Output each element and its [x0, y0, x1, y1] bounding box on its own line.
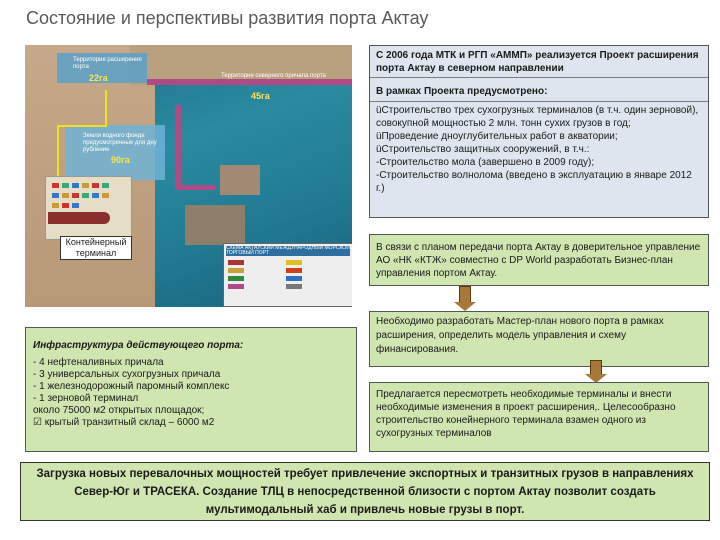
divider: [370, 77, 708, 78]
legend-swatch-6: [286, 268, 302, 273]
project-subhead: В рамках Проекта предусмотрено:: [376, 86, 548, 97]
map-connector-stub: [105, 90, 107, 125]
infrastructure-list: [33, 357, 353, 429]
legend-swatch-2: [228, 268, 244, 273]
map-yard: [185, 205, 245, 245]
legend-swatch-3: [228, 276, 244, 281]
infrastructure-item: - 1 железнодорожный паромный комплекс: [33, 381, 230, 392]
legend-swatch-8: [286, 284, 302, 289]
map-label-water-fund: Земли водного фонда предусмотренные для дну рубление: [83, 133, 157, 153]
project-item: üСтроительство защитных сооружений, в т.ч.:: [376, 144, 590, 155]
map-tag-expansion-area: 22га: [89, 73, 108, 83]
map-legend: [223, 243, 352, 307]
infrastructure-item: - 1 зерновой терминал: [33, 393, 139, 404]
project-box: [369, 45, 709, 218]
masterplan-box: Необходимо разработать Мастер-план нового порта в рамках расширения, определить модель управления и схему финансирования.: [369, 311, 709, 367]
flow-arrow-tip: [454, 302, 476, 311]
map-port-area: [220, 165, 260, 195]
map-pier-east: [175, 105, 181, 185]
container-terminal-illustration: [45, 176, 132, 240]
legend-swatch-4: [228, 284, 244, 289]
legend-swatch-5: [286, 260, 302, 265]
infrastructure-item: около 75000 м2 открытых площадок;: [33, 405, 205, 416]
legend-header: СХЕМА АКТАУСКИЙ МЕЖДУНАРОДНЫЙ МОРСКОЙ ТОРГОВЫЙ ПОРТ: [226, 246, 350, 256]
project-item: -Строительство волнолома (введено в эксплуатацию в январе 2012 г.): [376, 170, 692, 194]
map-tag-water-fund-area: 90га: [111, 155, 130, 165]
infrastructure-box: [25, 327, 357, 452]
legend-swatch-1: [228, 260, 244, 265]
legend-swatch-7: [286, 276, 302, 281]
container-terminal-label: Контейнерный терминал: [60, 236, 132, 260]
container-block: [72, 193, 79, 198]
container-block: [102, 183, 109, 188]
container-block: [62, 183, 69, 188]
project-item: üПроведение дноуглубительных работ в акватории;: [376, 131, 618, 142]
container-block: [72, 183, 79, 188]
ship-icon: [48, 212, 110, 224]
infrastructure-title: Инфраструктура действующего порта:: [33, 340, 244, 351]
container-block: [62, 203, 69, 208]
slide-title: Состояние и перспективы развития порта Актау: [26, 8, 429, 28]
project-item: -Строительство мола (завершено в 2009 году);: [376, 157, 595, 168]
container-block: [82, 193, 89, 198]
map-tag-north-area: 45га: [251, 91, 270, 101]
infrastructure-item: - 4 нефтеналивных причала: [33, 357, 164, 368]
infrastructure-item: - 3 универсальных сухогрузных причала: [33, 369, 221, 380]
flow-arrow: [459, 286, 471, 303]
project-item: üСтроительство трех сухогрузных терминалов (в т.ч. один зерновой), совокупной мощностью 2 млн. тонн сухих грузов в год;: [376, 105, 699, 129]
container-block: [102, 193, 109, 198]
divider: [370, 101, 708, 102]
container-block: [82, 183, 89, 188]
container-block: [62, 193, 69, 198]
container-block: [92, 193, 99, 198]
map-label-expansion: Территория расширения порта: [73, 57, 142, 70]
infrastructure-item: ☑ крытый транзитный склад – 6000 м2: [33, 417, 215, 428]
terminals-box: Предлагается пересмотреть необходимые терминалы и внести необходимые изменения в проект расширения,. Целесообразно строительство конейнерного терминала взамен одного из сухогрузных терминалов: [369, 382, 709, 452]
container-block: [92, 183, 99, 188]
container-block: [52, 203, 59, 208]
project-heading: С 2006 года МТК и РГП «АММП» реализуется Проект расширения порта Актау в северном направлении: [376, 50, 699, 74]
container-block: [72, 203, 79, 208]
summary-box: Загрузка новых перевалочных мощностей требует привлечение экспортных и транзитных грузов в направлениях Север-Юг и ТРАСЕКА. Создание ТЛЦ в непосредственной близости с портом Актау позволит создать мультимодальный хаб и привлечь новые грузы в порт.: [20, 462, 710, 521]
container-block: [52, 183, 59, 188]
container-block: [52, 193, 59, 198]
transfer-box: В связи с планом передачи порта Актау в доверительное управление АО «НК «КТЖ» совместно с DP World разработать Бизнес-план управления портом Актау.: [369, 234, 709, 286]
map-pier-mole: [175, 185, 215, 190]
map-label-north: Территория северного причала порта: [221, 73, 326, 79]
